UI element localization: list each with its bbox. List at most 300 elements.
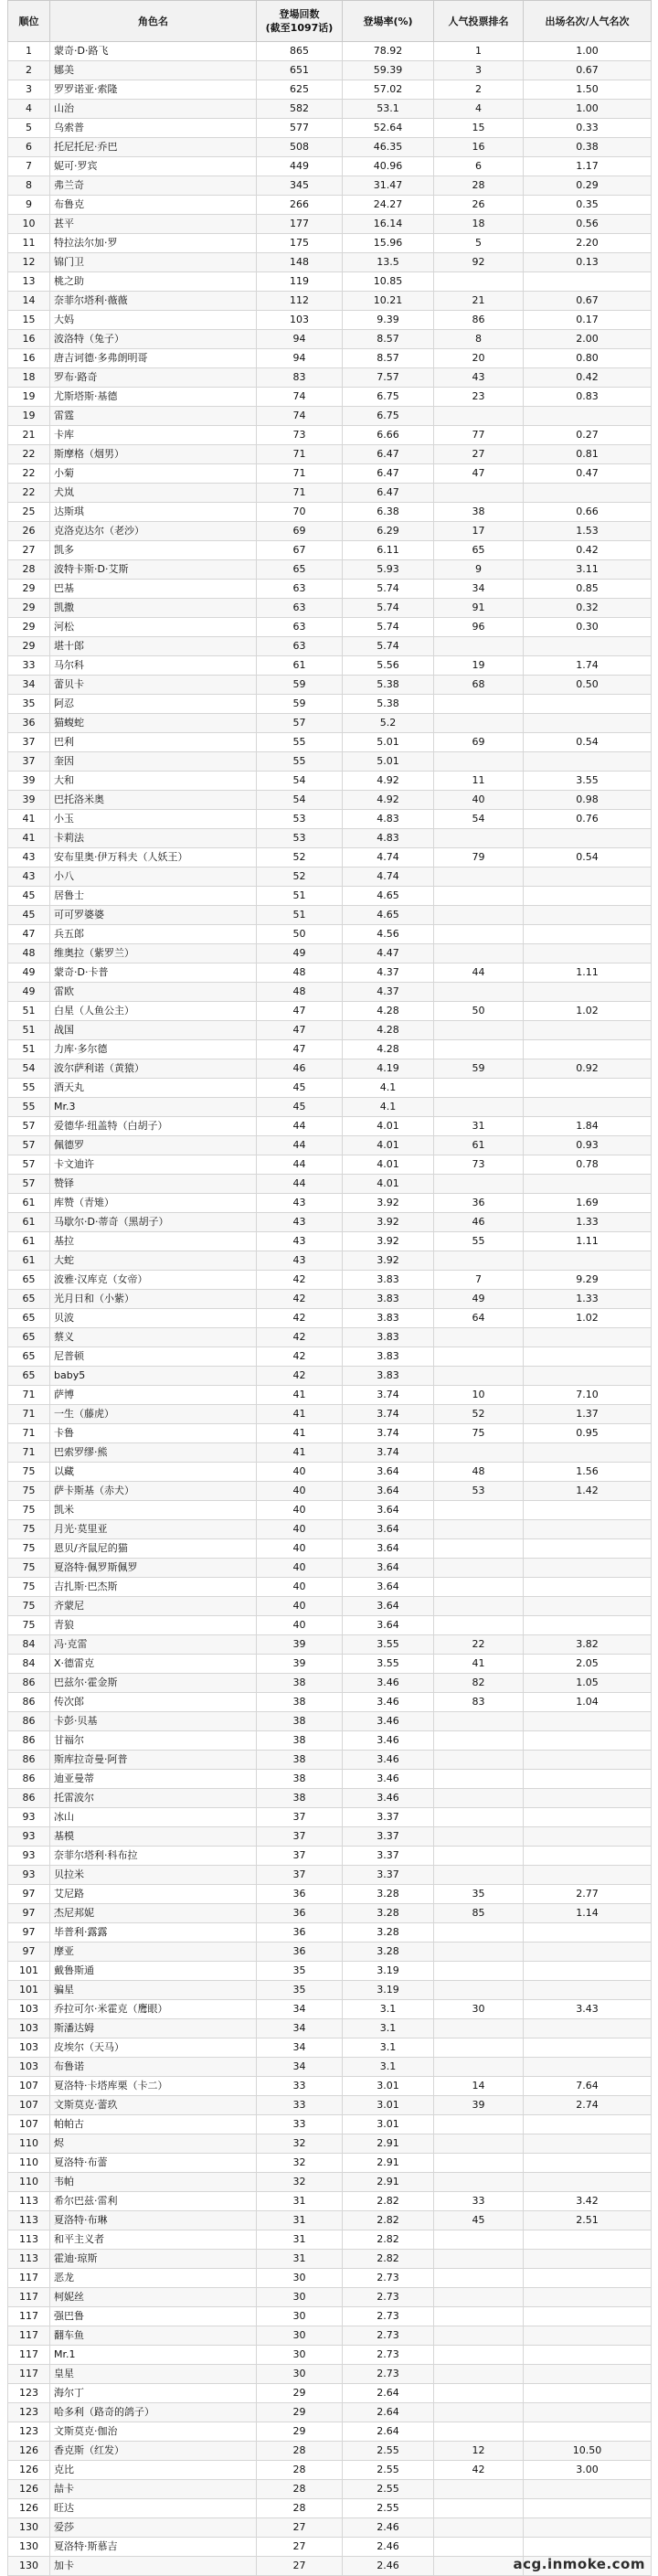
cell-appearances: 59 xyxy=(257,695,343,714)
cell-rank: 25 xyxy=(8,503,50,522)
cell-vote-rank xyxy=(434,983,524,1002)
cell-rate: 6.38 xyxy=(343,503,434,522)
cell-rank: 86 xyxy=(8,1674,50,1693)
cell-name: 阿忍 xyxy=(50,695,257,714)
table-row xyxy=(8,1271,652,1290)
cell-rate: 3.55 xyxy=(343,1635,434,1655)
cell-name: 夏洛特·布蕾 xyxy=(50,2154,257,2173)
cell-name: 基模 xyxy=(50,1827,257,1847)
cell-name: 雷欧 xyxy=(50,983,257,1002)
cell-vote-rank xyxy=(434,1040,524,1059)
cell-rank: 55 xyxy=(8,1079,50,1098)
cell-ratio xyxy=(524,2019,652,2038)
cell-rate: 5.2 xyxy=(343,714,434,733)
cell-appearances: 40 xyxy=(257,1539,343,1559)
cell-vote-rank xyxy=(434,1731,524,1751)
cell-rank: 97 xyxy=(8,1943,50,1962)
cell-appearances: 30 xyxy=(257,2365,343,2384)
cell-rank: 113 xyxy=(8,2250,50,2269)
table-row xyxy=(8,599,652,618)
cell-appearances: 28 xyxy=(257,2442,343,2461)
cell-vote-rank xyxy=(434,1789,524,1808)
cell-name: 安布里奥·伊万科夫（人妖王） xyxy=(50,848,257,868)
cell-appearances: 40 xyxy=(257,1616,343,1635)
cell-rate: 2.73 xyxy=(343,2365,434,2384)
cell-ratio xyxy=(524,1328,652,1347)
table-row xyxy=(8,637,652,656)
table-row xyxy=(8,1175,652,1194)
table-row xyxy=(8,1904,652,1923)
table-row xyxy=(8,1635,652,1655)
cell-vote-rank: 17 xyxy=(434,522,524,541)
cell-appearances: 582 xyxy=(257,100,343,119)
cell-vote-rank xyxy=(434,1712,524,1731)
cell-ratio xyxy=(524,1443,652,1463)
cell-name: 哈多利（路奇的鸽子） xyxy=(50,2403,257,2422)
cell-name: 罗布·路奇 xyxy=(50,368,257,388)
table-row xyxy=(8,1251,652,1271)
cell-rank: 110 xyxy=(8,2154,50,2173)
cell-rank: 117 xyxy=(8,2307,50,2326)
cell-rate: 2.73 xyxy=(343,2307,434,2326)
cell-rate: 3.92 xyxy=(343,1194,434,1213)
cell-ratio xyxy=(524,752,652,772)
cell-vote-rank xyxy=(434,1578,524,1597)
cell-vote-rank xyxy=(434,1367,524,1386)
cell-ratio: 0.78 xyxy=(524,1155,652,1175)
cell-rank: 86 xyxy=(8,1693,50,1712)
cell-ratio xyxy=(524,2038,652,2058)
cell-rank: 9 xyxy=(8,196,50,215)
table-row xyxy=(8,2038,652,2058)
cell-vote-rank: 75 xyxy=(434,1424,524,1443)
cell-rank: 75 xyxy=(8,1578,50,1597)
cell-vote-rank: 54 xyxy=(434,810,524,829)
cell-appearances: 65 xyxy=(257,560,343,580)
cell-ratio xyxy=(524,1731,652,1751)
cell-ratio xyxy=(524,1251,652,1271)
table-row xyxy=(8,656,652,676)
cell-appearances: 74 xyxy=(257,388,343,407)
cell-vote-rank: 82 xyxy=(434,1674,524,1693)
cell-rate: 3.37 xyxy=(343,1827,434,1847)
cell-rate: 6.47 xyxy=(343,464,434,484)
cell-ratio xyxy=(524,925,652,944)
table-row xyxy=(8,157,652,176)
cell-rank: 22 xyxy=(8,445,50,464)
cell-name: 巴索罗缪·熊 xyxy=(50,1443,257,1463)
table-row xyxy=(8,1847,652,1866)
cell-rate: 3.37 xyxy=(343,1866,434,1885)
cell-rank: 107 xyxy=(8,2096,50,2115)
cell-rate: 5.74 xyxy=(343,599,434,618)
cell-rank: 5 xyxy=(8,119,50,138)
cell-appearances: 40 xyxy=(257,1520,343,1539)
cell-name: 乔拉可尔·米霍克（鹰眼） xyxy=(50,2000,257,2019)
cell-appearances: 28 xyxy=(257,2461,343,2480)
cell-vote-rank xyxy=(434,2230,524,2250)
table-row xyxy=(8,2384,652,2403)
cell-appearances: 38 xyxy=(257,1751,343,1770)
cell-vote-rank: 96 xyxy=(434,618,524,637)
cell-name: 小菊 xyxy=(50,464,257,484)
cell-vote-rank xyxy=(434,887,524,906)
cell-name: 桃之助 xyxy=(50,272,257,292)
cell-rate: 5.01 xyxy=(343,733,434,752)
cell-vote-rank: 69 xyxy=(434,733,524,752)
cell-name: 斯库拉奇曼·阿普 xyxy=(50,1751,257,1770)
cell-vote-rank: 50 xyxy=(434,1002,524,1021)
cell-name: 齐蒙尼 xyxy=(50,1597,257,1616)
cell-rate: 3.92 xyxy=(343,1213,434,1232)
cell-rate: 53.1 xyxy=(343,100,434,119)
cell-rate: 3.46 xyxy=(343,1751,434,1770)
cell-rate: 4.28 xyxy=(343,1021,434,1040)
cell-ratio xyxy=(524,1559,652,1578)
cell-rank: 21 xyxy=(8,426,50,445)
cell-vote-rank: 31 xyxy=(434,1117,524,1136)
cell-rank: 84 xyxy=(8,1655,50,1674)
cell-ratio xyxy=(524,1962,652,1981)
cell-rank: 75 xyxy=(8,1616,50,1635)
cell-rank: 54 xyxy=(8,1059,50,1079)
cell-name: 小八 xyxy=(50,868,257,887)
cell-vote-rank xyxy=(434,2115,524,2134)
cell-rate: 3.74 xyxy=(343,1386,434,1405)
cell-rate: 3.74 xyxy=(343,1405,434,1424)
cell-ratio: 1.33 xyxy=(524,1290,652,1309)
cell-rank: 130 xyxy=(8,2538,50,2557)
cell-rank: 39 xyxy=(8,772,50,791)
table-row xyxy=(8,2422,652,2442)
cell-appearances: 28 xyxy=(257,2480,343,2499)
cell-name: 赞铎 xyxy=(50,1175,257,1194)
cell-rank: 97 xyxy=(8,1923,50,1943)
cell-appearances: 43 xyxy=(257,1213,343,1232)
cell-ratio: 1.69 xyxy=(524,1194,652,1213)
cell-vote-rank: 34 xyxy=(434,580,524,599)
cell-appearances: 67 xyxy=(257,541,343,560)
cell-rate: 3.64 xyxy=(343,1463,434,1482)
cell-vote-rank xyxy=(434,2538,524,2557)
cell-appearances: 577 xyxy=(257,119,343,138)
cell-appearances: 34 xyxy=(257,2038,343,2058)
cell-appearances: 43 xyxy=(257,1251,343,1271)
table-row xyxy=(8,944,652,963)
cell-rank: 34 xyxy=(8,676,50,695)
cell-name: X·德雷克 xyxy=(50,1655,257,1674)
cell-name: 佩德罗 xyxy=(50,1136,257,1155)
table-row xyxy=(8,368,652,388)
cell-ratio: 3.82 xyxy=(524,1635,652,1655)
cell-rate: 3.92 xyxy=(343,1232,434,1251)
cell-vote-rank: 27 xyxy=(434,445,524,464)
cell-vote-rank: 23 xyxy=(434,388,524,407)
cell-rate: 8.57 xyxy=(343,330,434,349)
cell-vote-rank: 16 xyxy=(434,138,524,157)
cell-rate: 24.27 xyxy=(343,196,434,215)
cell-vote-rank xyxy=(434,2518,524,2538)
table-row xyxy=(8,2480,652,2499)
cell-appearances: 119 xyxy=(257,272,343,292)
table-row xyxy=(8,618,652,637)
header-rank: 顺位 xyxy=(8,1,50,42)
table-row xyxy=(8,1002,652,1021)
cell-appearances: 30 xyxy=(257,2326,343,2346)
cell-name: 达斯琪 xyxy=(50,503,257,522)
cell-ratio xyxy=(524,2518,652,2538)
cell-rate: 6.29 xyxy=(343,522,434,541)
cell-rate: 3.46 xyxy=(343,1712,434,1731)
cell-ratio xyxy=(524,944,652,963)
cell-name: 凯多 xyxy=(50,541,257,560)
cell-name: 克比 xyxy=(50,2461,257,2480)
cell-name: 可可罗婆婆 xyxy=(50,906,257,925)
cell-ratio: 0.32 xyxy=(524,599,652,618)
cell-rank: 126 xyxy=(8,2480,50,2499)
cell-ratio: 0.66 xyxy=(524,503,652,522)
cell-vote-rank: 20 xyxy=(434,349,524,368)
header-row xyxy=(8,1,652,42)
cell-appearances: 47 xyxy=(257,1002,343,1021)
cell-name: 艾尼路 xyxy=(50,1885,257,1904)
cell-rate: 5.74 xyxy=(343,580,434,599)
cell-rank: 101 xyxy=(8,1962,50,1981)
cell-appearances: 41 xyxy=(257,1424,343,1443)
cell-ratio xyxy=(524,1943,652,1962)
cell-rank: 107 xyxy=(8,2115,50,2134)
cell-vote-rank xyxy=(434,272,524,292)
cell-ratio: 0.50 xyxy=(524,676,652,695)
cell-appearances: 48 xyxy=(257,983,343,1002)
cell-name: 大妈 xyxy=(50,311,257,330)
cell-name: 以藏 xyxy=(50,1463,257,1482)
cell-vote-rank xyxy=(434,2346,524,2365)
cell-name: 斯摩格（烟男） xyxy=(50,445,257,464)
cell-appearances: 41 xyxy=(257,1443,343,1463)
cell-ratio xyxy=(524,1847,652,1866)
cell-rate: 2.64 xyxy=(343,2422,434,2442)
cell-vote-rank: 36 xyxy=(434,1194,524,1213)
cell-rate: 3.1 xyxy=(343,2000,434,2019)
cell-name: 波特卡斯·D·艾斯 xyxy=(50,560,257,580)
cell-rate: 4.65 xyxy=(343,906,434,925)
table-row xyxy=(8,1079,652,1098)
cell-rate: 3.28 xyxy=(343,1943,434,1962)
table-row xyxy=(8,407,652,426)
cell-rank: 39 xyxy=(8,791,50,810)
cell-rank: 14 xyxy=(8,292,50,311)
cell-name: 毕普利·露露 xyxy=(50,1923,257,1943)
cell-vote-rank: 86 xyxy=(434,311,524,330)
cell-rank: 65 xyxy=(8,1271,50,1290)
cell-vote-rank: 1 xyxy=(434,42,524,61)
cell-rate: 3.46 xyxy=(343,1770,434,1789)
cell-ratio xyxy=(524,2173,652,2192)
cell-appearances: 345 xyxy=(257,176,343,196)
cell-ratio: 0.35 xyxy=(524,196,652,215)
cell-ratio xyxy=(524,2230,652,2250)
table-row xyxy=(8,1923,652,1943)
cell-name: 奈菲尔塔利·薇薇 xyxy=(50,292,257,311)
cell-rate: 2.73 xyxy=(343,2346,434,2365)
cell-rank: 75 xyxy=(8,1463,50,1482)
cell-name: 迪亚曼蒂 xyxy=(50,1770,257,1789)
table-row xyxy=(8,2461,652,2480)
cell-vote-rank: 11 xyxy=(434,772,524,791)
cell-ratio: 0.81 xyxy=(524,445,652,464)
cell-appearances: 43 xyxy=(257,1232,343,1251)
cell-ratio xyxy=(524,2288,652,2307)
cell-vote-rank xyxy=(434,906,524,925)
cell-appearances: 29 xyxy=(257,2384,343,2403)
cell-vote-rank: 10 xyxy=(434,1386,524,1405)
cell-rate: 3.64 xyxy=(343,1616,434,1635)
cell-rate: 3.83 xyxy=(343,1290,434,1309)
cell-rank: 117 xyxy=(8,2346,50,2365)
cell-ratio xyxy=(524,1751,652,1770)
cell-vote-rank: 73 xyxy=(434,1155,524,1175)
cell-name: 尼普顿 xyxy=(50,1347,257,1367)
cell-name: 萨博 xyxy=(50,1386,257,1405)
cell-vote-rank xyxy=(434,2422,524,2442)
cell-vote-rank xyxy=(434,829,524,848)
cell-name: 贝波 xyxy=(50,1309,257,1328)
cell-ratio xyxy=(524,868,652,887)
cell-ratio: 2.20 xyxy=(524,234,652,253)
cell-ratio xyxy=(524,2422,652,2442)
cell-ratio xyxy=(524,1367,652,1386)
cell-rank: 6 xyxy=(8,138,50,157)
cell-ratio xyxy=(524,2499,652,2518)
cell-name: 香克斯（红发） xyxy=(50,2442,257,2461)
cell-vote-rank xyxy=(434,1923,524,1943)
cell-vote-rank: 83 xyxy=(434,1693,524,1712)
cell-appearances: 37 xyxy=(257,1827,343,1847)
cell-appearances: 52 xyxy=(257,868,343,887)
cell-name: 蕾贝卡 xyxy=(50,676,257,695)
cell-rank: 19 xyxy=(8,388,50,407)
table-row xyxy=(8,1674,652,1693)
table-row xyxy=(8,925,652,944)
cell-vote-rank: 9 xyxy=(434,560,524,580)
cell-ratio xyxy=(524,2134,652,2154)
cell-rank: 110 xyxy=(8,2134,50,2154)
cell-name: 奈菲尔塔利·科布拉 xyxy=(50,1847,257,1866)
cell-rate: 3.83 xyxy=(343,1328,434,1347)
cell-vote-rank: 26 xyxy=(434,196,524,215)
cell-vote-rank xyxy=(434,2480,524,2499)
table-row xyxy=(8,1405,652,1424)
cell-appearances: 39 xyxy=(257,1655,343,1674)
cell-vote-rank: 12 xyxy=(434,2442,524,2461)
cell-vote-rank: 30 xyxy=(434,2000,524,2019)
cell-appearances: 47 xyxy=(257,1040,343,1059)
cell-rank: 86 xyxy=(8,1712,50,1731)
cell-name: 托尼托尼·乔巴 xyxy=(50,138,257,157)
table-row xyxy=(8,1328,652,1347)
cell-vote-rank xyxy=(434,1175,524,1194)
cell-rank: 29 xyxy=(8,637,50,656)
cell-vote-rank xyxy=(434,1808,524,1827)
cell-rate: 3.1 xyxy=(343,2058,434,2077)
cell-name: 传次郎 xyxy=(50,1693,257,1712)
cell-ratio: 9.29 xyxy=(524,1271,652,1290)
cell-rate: 3.83 xyxy=(343,1309,434,1328)
cell-rank: 93 xyxy=(8,1847,50,1866)
cell-rank: 75 xyxy=(8,1501,50,1520)
cell-rate: 59.39 xyxy=(343,61,434,80)
cell-rate: 3.74 xyxy=(343,1424,434,1443)
cell-appearances: 41 xyxy=(257,1386,343,1405)
table-row xyxy=(8,2058,652,2077)
cell-rank: 61 xyxy=(8,1232,50,1251)
cell-rate: 5.38 xyxy=(343,695,434,714)
cell-vote-rank: 3 xyxy=(434,61,524,80)
cell-vote-rank xyxy=(434,1501,524,1520)
table-row xyxy=(8,560,652,580)
cell-name: 摩亚 xyxy=(50,1943,257,1962)
cell-rate: 3.83 xyxy=(343,1347,434,1367)
cell-rate: 78.92 xyxy=(343,42,434,61)
cell-name: 凯撒 xyxy=(50,599,257,618)
cell-vote-rank xyxy=(434,1866,524,1885)
cell-vote-rank xyxy=(434,2307,524,2326)
cell-rank: 75 xyxy=(8,1482,50,1501)
cell-rate: 4.47 xyxy=(343,944,434,963)
cell-vote-rank xyxy=(434,2038,524,2058)
cell-ratio: 2.77 xyxy=(524,1885,652,1904)
cell-rate: 2.55 xyxy=(343,2499,434,2518)
cell-ratio: 0.29 xyxy=(524,176,652,196)
cell-appearances: 47 xyxy=(257,1021,343,1040)
table-row xyxy=(8,1213,652,1232)
cell-vote-rank xyxy=(434,1827,524,1847)
cell-vote-rank: 45 xyxy=(434,2211,524,2230)
table-row xyxy=(8,1098,652,1117)
cell-ratio: 2.05 xyxy=(524,1655,652,1674)
cell-ratio: 1.42 xyxy=(524,1482,652,1501)
cell-rank: 33 xyxy=(8,656,50,676)
table-row xyxy=(8,1866,652,1885)
cell-ratio: 1.84 xyxy=(524,1117,652,1136)
cell-rate: 52.64 xyxy=(343,119,434,138)
cell-ratio xyxy=(524,1827,652,1847)
cell-rank: 126 xyxy=(8,2461,50,2480)
cell-rate: 4.92 xyxy=(343,772,434,791)
cell-rank: 51 xyxy=(8,1040,50,1059)
cell-appearances: 103 xyxy=(257,311,343,330)
cell-vote-rank xyxy=(434,944,524,963)
cell-name: 帕帕古 xyxy=(50,2115,257,2134)
cell-rank: 10 xyxy=(8,215,50,234)
cell-ratio xyxy=(524,2365,652,2384)
cell-vote-rank xyxy=(434,1943,524,1962)
cell-rate: 31.47 xyxy=(343,176,434,196)
cell-ratio xyxy=(524,695,652,714)
cell-name: 娜美 xyxy=(50,61,257,80)
cell-rate: 16.14 xyxy=(343,215,434,234)
cell-vote-rank: 77 xyxy=(434,426,524,445)
cell-appearances: 625 xyxy=(257,80,343,100)
cell-name: 巴利 xyxy=(50,733,257,752)
cell-rate: 6.47 xyxy=(343,445,434,464)
cell-rank: 22 xyxy=(8,464,50,484)
cell-ratio xyxy=(524,1347,652,1367)
cell-ratio: 0.56 xyxy=(524,215,652,234)
cell-rank: 18 xyxy=(8,368,50,388)
cell-ratio xyxy=(524,272,652,292)
